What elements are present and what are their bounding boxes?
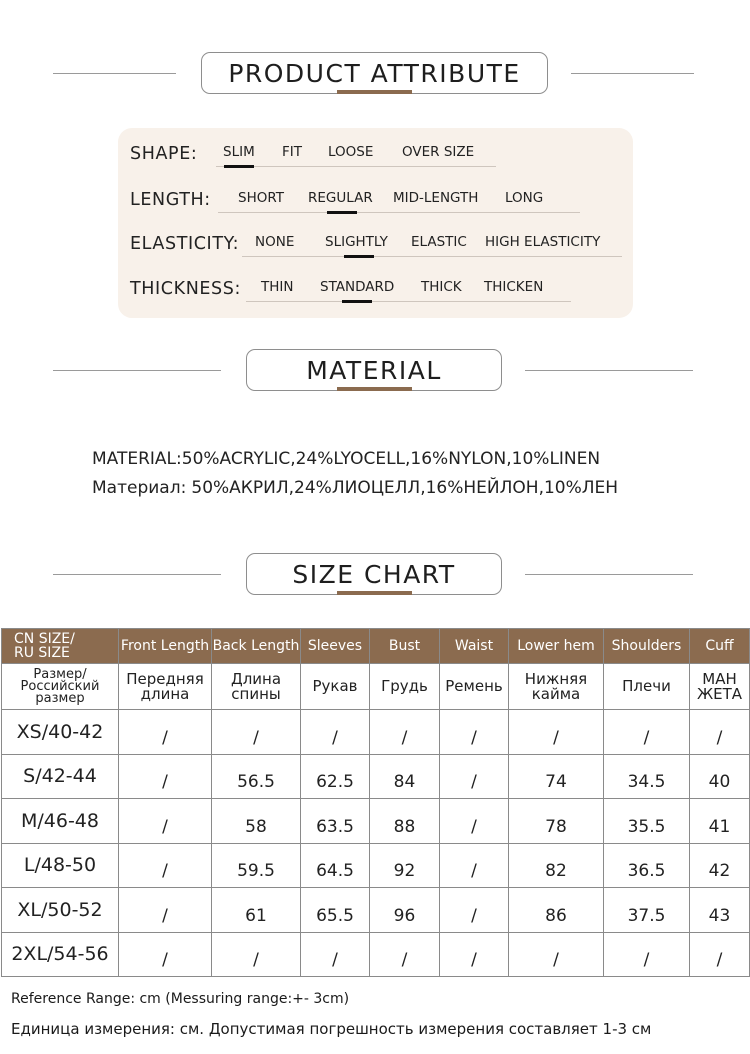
attribute-row-length — [118, 186, 633, 216]
measure-cell: 84 — [370, 754, 440, 799]
measure-cell: 42 — [690, 843, 750, 888]
column-header-ru: Длина спины — [212, 664, 301, 710]
size-label-cell: 2XL/54-56 — [2, 932, 119, 977]
measure-cell: / — [370, 710, 440, 755]
reference-note-ru: Единица измерения: см. Допустимая погрешность измерения составляет 1-3 см — [11, 1020, 652, 1038]
section-title-material: MATERIAL — [246, 349, 502, 391]
reference-note-en: Reference Range: cm (Messuring range:+- 3cm) — [11, 991, 350, 1007]
table-header-ru — [2, 664, 750, 710]
attribute-label: LENGTH: — [130, 190, 211, 210]
attribute-option: ELASTIC — [411, 234, 467, 250]
size-label-cell: XL/50-52 — [2, 888, 119, 933]
material-en — [92, 449, 600, 469]
measure-cell: 41 — [690, 799, 750, 844]
measure-cell: / — [440, 710, 509, 755]
measure-cell: 59.5 — [212, 843, 301, 888]
title-accent-bar — [337, 90, 412, 94]
measure-cell: / — [119, 799, 212, 844]
attribute-rule — [218, 212, 580, 213]
column-header: Lower hem — [509, 629, 604, 664]
measure-cell: 35.5 — [604, 799, 690, 844]
attribute-option: STANDARD — [320, 279, 395, 295]
column-header-ru: Ремень — [440, 664, 509, 710]
column-header: Shoulders — [604, 629, 690, 664]
measure-cell: / — [119, 932, 212, 977]
measure-cell: / — [440, 754, 509, 799]
measure-cell: 62.5 — [301, 754, 370, 799]
attribute-option: NONE — [255, 234, 295, 250]
measure-cell: 56.5 — [212, 754, 301, 799]
measure-cell: / — [212, 932, 301, 977]
measure-cell: / — [119, 888, 212, 933]
table-header-en — [2, 629, 750, 664]
measure-cell: 58 — [212, 799, 301, 844]
table-row — [2, 710, 750, 755]
size-chart-table — [1, 628, 750, 977]
material-label-ru: Материал: — [92, 478, 187, 498]
title-accent-bar — [337, 387, 412, 391]
attribute-option: SLIM — [223, 144, 255, 160]
column-header: Cuff — [690, 629, 750, 664]
column-header-ru: Грудь — [370, 664, 440, 710]
attribute-option: MID-LENGTH — [393, 190, 479, 206]
section-title-size: SIZE CHART — [246, 553, 502, 595]
column-header-ru: Рукав — [301, 664, 370, 710]
table-row — [2, 799, 750, 844]
column-header-ru: МАН ЖЕТА — [690, 664, 750, 710]
table-row — [2, 932, 750, 977]
column-header: Bust — [370, 629, 440, 664]
divider-right — [571, 73, 694, 74]
column-header-ru: Размер/ Российский размер — [2, 664, 119, 710]
selected-marker — [327, 211, 357, 214]
material-label-en: MATERIAL: — [92, 449, 182, 469]
attribute-panel — [118, 128, 633, 318]
measure-cell: / — [604, 710, 690, 755]
table-row — [2, 754, 750, 799]
selected-marker — [342, 300, 372, 303]
column-header-ru: Плечи — [604, 664, 690, 710]
measure-cell: 61 — [212, 888, 301, 933]
section-title-attribute: PRODUCT ATTRIBUTE — [201, 52, 548, 94]
column-header: CN SIZE/ RU SIZE — [2, 629, 119, 664]
column-header: Back Length — [212, 629, 301, 664]
measure-cell: / — [440, 888, 509, 933]
measure-cell: 92 — [370, 843, 440, 888]
measure-cell: / — [119, 710, 212, 755]
material-ru — [92, 478, 618, 498]
divider-left — [53, 574, 221, 575]
material-value-en: 50%ACRYLIC,24%LYOCELL,16%NYLON,10%LINEN — [181, 449, 601, 469]
divider-left — [53, 370, 221, 371]
column-header-ru: Нижняя кайма — [509, 664, 604, 710]
measure-cell: / — [370, 932, 440, 977]
section-header-attribute — [0, 52, 750, 96]
table-row — [2, 888, 750, 933]
attribute-label: ELASTICITY: — [130, 234, 240, 254]
measure-cell: 36.5 — [604, 843, 690, 888]
attribute-option: OVER SIZE — [402, 144, 475, 160]
divider-right — [525, 574, 693, 575]
attribute-option: LONG — [505, 190, 544, 206]
measure-cell: / — [301, 710, 370, 755]
column-header: Sleeves — [301, 629, 370, 664]
attribute-option: FIT — [282, 144, 302, 160]
attribute-row-shape — [118, 140, 633, 170]
attribute-option: THICK — [421, 279, 462, 295]
measure-cell: / — [440, 932, 509, 977]
column-header: Waist — [440, 629, 509, 664]
attribute-option: SHORT — [238, 190, 284, 206]
attribute-rule — [216, 166, 496, 167]
measure-cell: / — [604, 932, 690, 977]
column-header-ru: Передняя длина — [119, 664, 212, 710]
divider-right — [525, 370, 693, 371]
attribute-row-elasticity — [118, 230, 633, 260]
size-label-cell: XS/40-42 — [2, 710, 119, 755]
attribute-label: SHAPE: — [130, 144, 198, 164]
material-value-ru: 50%АКРИЛ,24%ЛИОЦЕЛЛ,16%НЕЙЛОН,10%ЛЕН — [191, 478, 619, 498]
attribute-option: HIGH ELASTICITY — [485, 234, 601, 250]
measure-cell: 63.5 — [301, 799, 370, 844]
attribute-option: SLIGHTLY — [325, 234, 388, 250]
measure-cell: 37.5 — [604, 888, 690, 933]
divider-left — [53, 73, 176, 74]
selected-marker — [224, 165, 254, 168]
measure-cell: 74 — [509, 754, 604, 799]
table-row — [2, 843, 750, 888]
attribute-label: THICKNESS: — [130, 279, 241, 299]
attribute-option: THIN — [261, 279, 294, 295]
measure-cell: 78 — [509, 799, 604, 844]
attribute-option: REGULAR — [308, 190, 373, 206]
size-label-cell: M/46-48 — [2, 799, 119, 844]
measure-cell: 82 — [509, 843, 604, 888]
title-accent-bar — [337, 591, 412, 595]
measure-cell: 96 — [370, 888, 440, 933]
size-label-cell: S/42-44 — [2, 754, 119, 799]
measure-cell: 88 — [370, 799, 440, 844]
measure-cell: / — [509, 710, 604, 755]
measure-cell: / — [690, 710, 750, 755]
attribute-rule — [242, 256, 622, 257]
measure-cell: 64.5 — [301, 843, 370, 888]
section-header-material — [0, 349, 750, 393]
measure-cell: 65.5 — [301, 888, 370, 933]
column-header: Front Length — [119, 629, 212, 664]
measure-cell: / — [440, 843, 509, 888]
measure-cell: 86 — [509, 888, 604, 933]
selected-marker — [344, 255, 374, 258]
measure-cell: 43 — [690, 888, 750, 933]
measure-cell: / — [440, 799, 509, 844]
attribute-option: THICKEN — [484, 279, 544, 295]
section-header-size — [0, 553, 750, 597]
attribute-row-thickness — [118, 275, 633, 305]
measure-cell: 40 — [690, 754, 750, 799]
measure-cell: / — [119, 754, 212, 799]
measure-cell: / — [212, 710, 301, 755]
size-label-cell: L/48-50 — [2, 843, 119, 888]
attribute-rule — [246, 301, 571, 302]
measure-cell: / — [690, 932, 750, 977]
measure-cell: / — [301, 932, 370, 977]
measure-cell: / — [119, 843, 212, 888]
measure-cell: / — [509, 932, 604, 977]
attribute-option: LOOSE — [328, 144, 374, 160]
measure-cell: 34.5 — [604, 754, 690, 799]
